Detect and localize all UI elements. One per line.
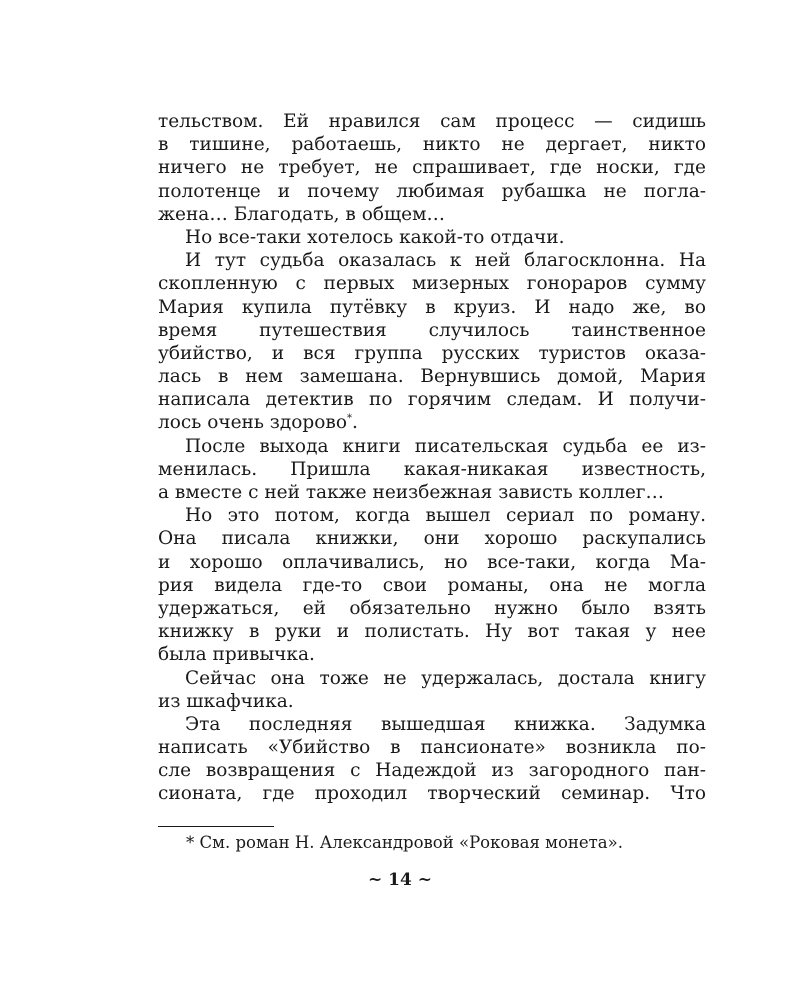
- text-line: время путешествия случилось таинственное: [158, 319, 706, 341]
- page-number: ~ 14 ~: [368, 870, 432, 890]
- text-line: Она писала книжки, они хорошо раскупались: [158, 528, 706, 550]
- text-line: рия видела где-то свои романы, она не могла: [158, 574, 706, 596]
- text-line: лось очень здорово: [158, 412, 347, 434]
- text-line: Но все-таки хотелось какой-то отдачи.: [185, 226, 565, 248]
- footnote: * См. роман Н. Александровой «Роковая монета».: [186, 833, 623, 852]
- text-line: полотенце и почему любимая рубашка не погла-: [158, 180, 706, 202]
- text-line: а вместе с ней также неизбежная зависть коллег…: [158, 482, 664, 503]
- text-line: После выхода книги писательская судьба ее из-: [185, 435, 706, 457]
- text-line: в тишине, работаешь, никто не дергает, никто: [158, 134, 706, 156]
- text-line: скопленную с первых мизерных гонораров сумму: [158, 273, 706, 295]
- text-line: лась в нем замешана. Вернувшись домой, Мария: [158, 366, 706, 388]
- text-line: сионата, где проходил творческий семинар. Что: [158, 783, 706, 805]
- text-line: Мария купила путёвку в круиз. И надо же, во: [158, 296, 706, 318]
- footnote-ref-period: .: [351, 412, 358, 434]
- text-line: Сейчас она тоже не удержалась, достала книгу: [185, 667, 706, 689]
- footnote-divider: [158, 826, 274, 827]
- text-line: И тут судьба оказалась к ней благосклонна. На: [185, 250, 706, 272]
- text-line: Но это потом, когда вышел сериал по роману.: [185, 505, 706, 527]
- footnote-marker: *: [346, 413, 352, 425]
- text-line: и хорошо оплачивались, но все-таки, когда Ма-: [158, 551, 706, 573]
- text-line: из шкафчика.: [158, 690, 294, 712]
- text-line: тельством. Ей нравился сам процесс — сидишь: [158, 111, 706, 132]
- text-line: сле возвращения с Надеждой из загородного пан-: [158, 760, 706, 782]
- text-line: была привычка.: [158, 644, 315, 666]
- text-line: написать «Убийство в пансионате» возникла по-: [158, 737, 706, 759]
- text-line: удержаться, ей обязательно нужно было взять: [158, 597, 706, 619]
- body-text: [158, 110, 706, 806]
- text-line: ничего не требует, не спрашивает, где носки, где: [158, 157, 706, 179]
- text-line: написала детектив по горячим следам. И получи-: [158, 389, 706, 411]
- text-line-with-footnote-ref: [158, 411, 706, 434]
- text-line: Эта последняя вышедшая книжка. Задумка: [185, 713, 706, 735]
- text-line: менилась. Пришла какая-никакая известность,: [158, 458, 706, 480]
- text-line: книжку в руки и полистать. Ну вот такая у нее: [158, 621, 706, 643]
- text-line: жена… Благодать, в общем…: [158, 203, 446, 225]
- text-line: убийство, и вся группа русских туристов оказа-: [158, 342, 706, 364]
